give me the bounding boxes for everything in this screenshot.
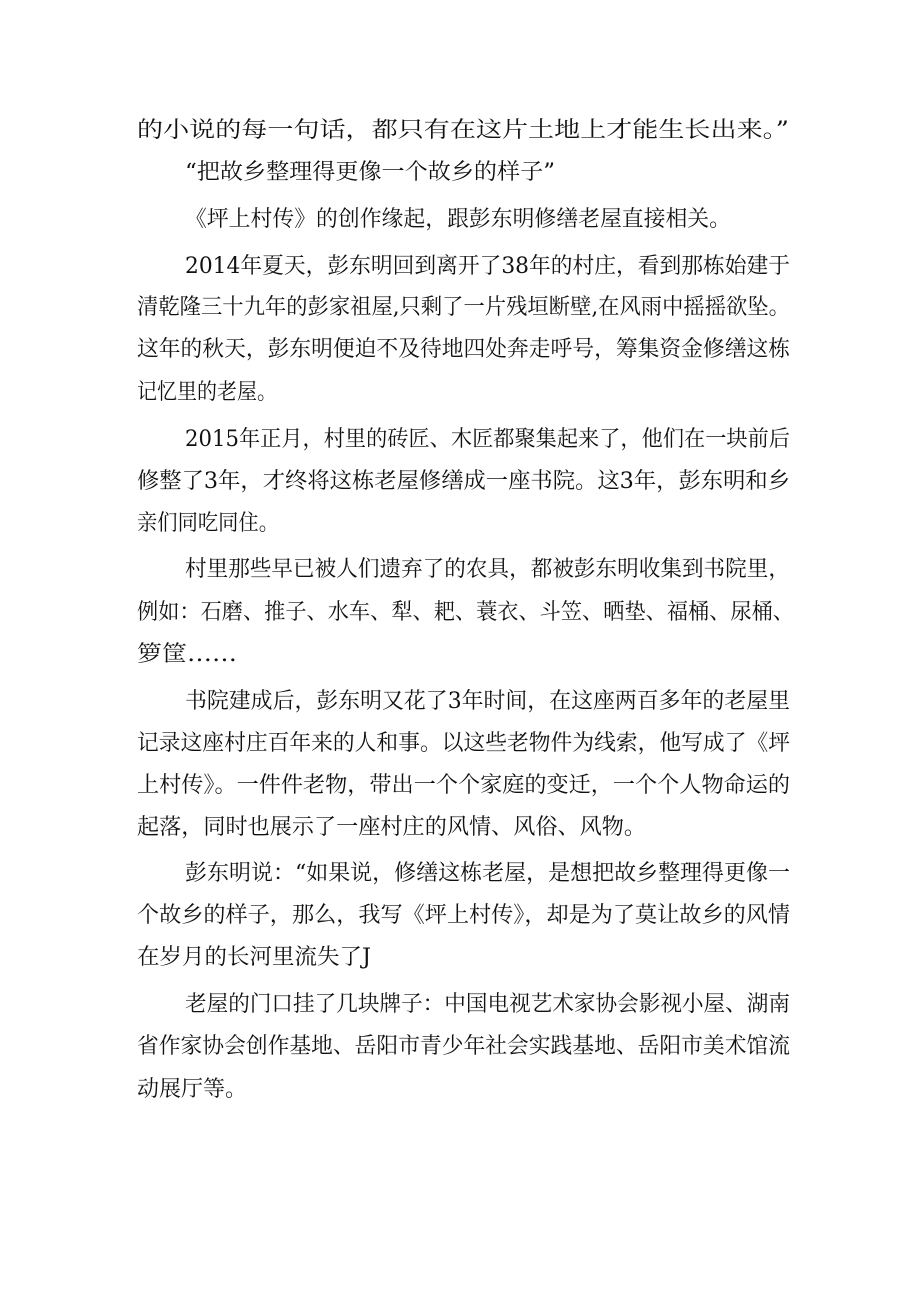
text-line [0, 251, 920, 283]
text-line-content: 村里那些早已被人们遗弃了的农具，都被彭东明收集到书院里， [185, 557, 790, 582]
text-line [0, 942, 920, 974]
text-line [0, 900, 920, 932]
text-line [0, 204, 920, 236]
text-line-content: 箩筐…… [137, 642, 237, 667]
text-line-content: 修整了3年，才终将这栋老屋修缮成一座书院。这3年，彭东明和乡 [137, 469, 790, 494]
text-line-content: 省作家协会创作基地、岳阳市青少年社会实践基地、岳阳市美术馆流 [137, 1034, 790, 1059]
text-line-content: 清乾隆三十九年的彭家祖屋,只剩了一片残垣断壁,在风雨中摇摇欲坠。 [137, 295, 790, 320]
text-line [0, 115, 920, 147]
section-heading [0, 157, 920, 189]
text-line-content: 记忆里的老屋。 [137, 380, 277, 405]
text-line [0, 1074, 920, 1106]
text-line-content: 起落，同时也展示了一座村庄的风情、风俗、风物。 [137, 815, 646, 840]
text-line [0, 292, 920, 324]
text-line-content: 这年的秋天，彭东明便迫不及待地四处奔走呼号，筹集资金修缮这栋 [137, 337, 790, 362]
text-line [0, 597, 920, 629]
text-line-content: 个故乡的样子，那么，我写《坪上村传》，却是为了莫让故乡的风情 [137, 903, 791, 928]
text-line [0, 858, 920, 890]
text-line [0, 377, 920, 409]
text-line [0, 686, 920, 718]
text-line [0, 508, 920, 540]
text-line-content: 亲们同吃同住。 [137, 511, 279, 536]
text-line-content: 老屋的门口挂了几块牌子：中国电视艺术家协会影视小屋、湖南 [185, 992, 790, 1017]
text-line-content: 书院建成后，彭东明又花了3年时间，在这座两百多年的老屋里 [185, 689, 790, 714]
text-line [0, 728, 920, 760]
text-line-content: 上村传》。一件件老物，带出一个个家庭的变迁，一个个人物命运的 [137, 773, 791, 798]
text-line [0, 770, 920, 802]
text-line [0, 639, 920, 671]
text-line-content: 《坪上村传》的创作缘起，跟彭东明修缮老屋直接相关。 [185, 207, 731, 232]
text-line-content: 的小说的每一句话，都只有在这片土地上才能生长出来。” [137, 118, 789, 143]
text-line-content: 动展厅等。 [137, 1077, 247, 1102]
text-line-content: 彭东明说：“如果说，修缮这栋老屋，是想把故乡整理得更像一 [185, 861, 790, 886]
text-line [0, 466, 920, 498]
text-line [0, 812, 920, 844]
text-line-content: 2015年正月，村里的砖匠、木匠都聚集起来了，他们在一块前后 [185, 427, 790, 452]
text-line-content: 在岁月的长河里流失了J [137, 945, 371, 970]
text-line [0, 554, 920, 586]
text-line [0, 334, 920, 366]
text-line [0, 989, 920, 1021]
text-line [0, 1031, 920, 1063]
text-line [0, 424, 920, 456]
section-heading-text: “把故乡整理得更像一个故乡的样子” [185, 160, 555, 185]
text-line-content: 2014年夏天，彭东明回到离开了38年的村庄，看到那栋始建于 [185, 254, 790, 279]
text-line-content: 例如：石磨、推子、水车、犁、耙、蓑衣、斗笠、晒垫、福桶、尿桶、 [137, 600, 794, 625]
text-line-content: 记录这座村庄百年来的人和事。以这些老物件为线索，他写成了《坪 [137, 731, 790, 756]
